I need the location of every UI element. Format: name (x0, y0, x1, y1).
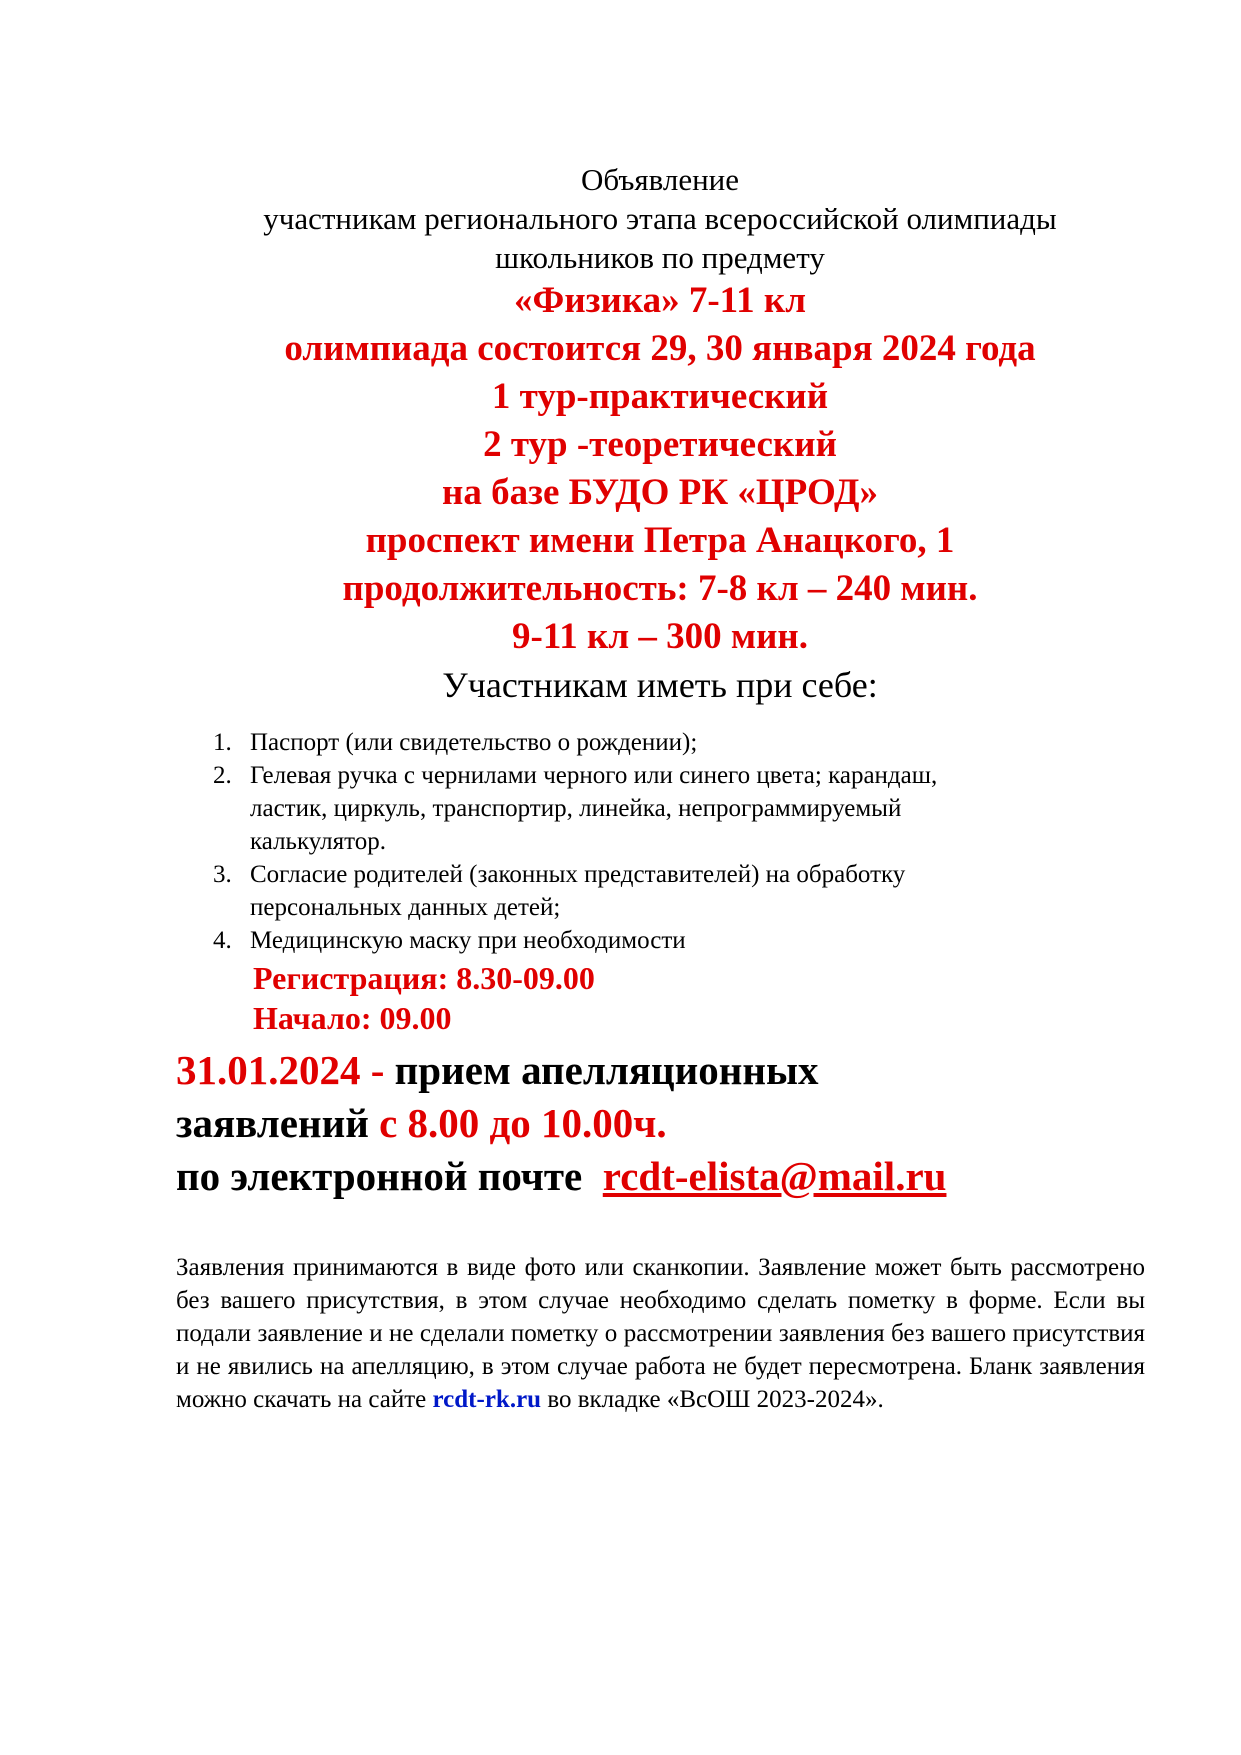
list-item-text: Гелевая ручка с чернилами черного или синего цвета; карандаш, (250, 762, 938, 789)
olympiad-dates: олимпиада состоится 29, 30 января 2024 года (284, 328, 1036, 369)
announcement-subtitle-line-2: школьников по предмету (495, 240, 825, 275)
appeal-date: 31.01.2024 - (176, 1047, 385, 1093)
list-item-number: 2. (213, 762, 232, 789)
appeal-text: по электронной почте (176, 1153, 583, 1199)
appeal-line-1 (176, 1044, 1176, 1097)
announcement-header (120, 160, 1200, 707)
list-item-number: 3. (213, 861, 232, 888)
footnote-text-end: во вкладке «ВсОШ 2023-2024». (541, 1386, 884, 1413)
venue: на базе БУДО РК «ЦРОД» (442, 472, 878, 513)
appeal-text: прием апелляционных (384, 1047, 819, 1093)
list-item-text: персональных данных детей; (250, 894, 561, 921)
list-item (210, 759, 1090, 858)
round-2: 2 тур -теоретический (483, 424, 837, 465)
list-item-text: Медицинскую маску при необходимости (250, 927, 686, 954)
list-item-number: 4. (213, 927, 232, 954)
duration-9-11: 9-11 кл – 300 мин. (512, 616, 808, 657)
footnote-text: Заявления принимаются в виде фото или сканкопии. Заявление может быть рассмотрено без вашего присутствия, в этом случае необходимо сделать пометку в форме. Если вы подали заявление и не сделали пометку о рассмотрении заявления без вашего присутствия и не явились на апелляцию, в этом случае работа не будет пересмотрена. Бланк заявления можно скачать на сайте (176, 1254, 1145, 1413)
list-item (210, 924, 1090, 957)
take-with-title: Участникам иметь при себе: (442, 665, 878, 705)
subject-name: «Физика» 7-11 кл (514, 280, 806, 321)
appeal-line-2 (176, 1097, 1176, 1150)
list-item-text: Паспорт (или свидетельство о рождении); (250, 729, 698, 756)
list-item-text: Согласие родителей (законных представителей) на обработку (250, 861, 906, 888)
appeal-text: заявлений (176, 1100, 369, 1146)
list-item-text: ластик, циркуль, транспортир, линейка, непрограммируемый (250, 795, 902, 822)
appeal-line-3 (176, 1150, 1176, 1203)
start-time: Начало: 09.00 (253, 1000, 452, 1036)
list-item (210, 858, 1090, 924)
announcement-title: Объявление (580, 162, 740, 197)
registration-time: Регистрация: 8.30-09.00 (253, 960, 595, 996)
appeal-info (176, 1044, 1176, 1203)
announcement-subtitle-line-1: участникам регионального этапа всероссийской олимпиады (263, 201, 1057, 236)
list-item (210, 726, 1090, 759)
list-item-text: калькулятор. (250, 828, 386, 855)
email-link[interactable]: rcdt-elista@mail.ru (602, 1153, 947, 1199)
take-with-list (210, 726, 1090, 957)
address: проспект имени Петра Анацкого, 1 (365, 520, 955, 561)
site-link[interactable]: rcdt-rk.ru (432, 1386, 542, 1413)
duration-7-8: продолжительность: 7-8 кл – 240 мин. (342, 568, 978, 609)
round-1: 1 тур-практический (491, 376, 829, 417)
list-item-number: 1. (213, 729, 232, 756)
appeal-footnote (176, 1251, 1145, 1416)
appeal-time: с 8.00 до 10.00ч. (368, 1100, 667, 1146)
